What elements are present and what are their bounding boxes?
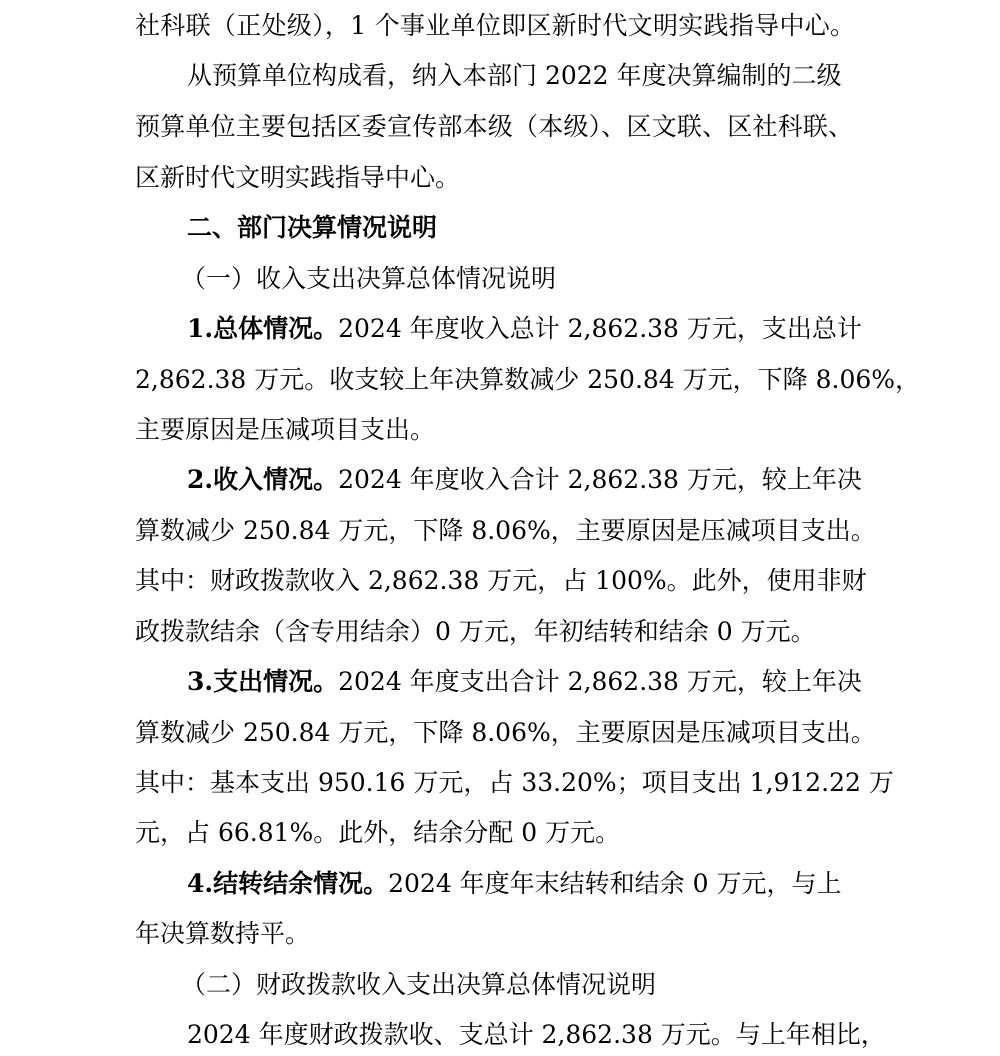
paragraph-line: 2024 年度财政拨款收、支总计 2,862.38 万元。与上年相比， [187,1020,886,1049]
bold-lead: 2.收入情况。 [187,465,339,494]
paragraph-line: 从预算单位构成看，纳入本部门 2022 年度决算编制的二级 [187,61,842,90]
paragraph-line: 元，占 66.81%。此外，结余分配 0 万元。 [135,818,621,847]
paragraph-line: 算数减少 250.84 万元，下降 8.06%，主要原因是压减项目支出。 [135,718,876,747]
paragraph-line: 社科联（正处级），1 个事业单位即区新时代文明实践指导中心。 [135,11,856,40]
bold-lead: 4.结转结余情况。 [187,869,389,898]
paragraph-line: 年决算数持平。 [135,919,311,948]
paragraph-line: 主要原因是压减项目支出。 [135,415,436,444]
paragraph-line: 预算单位主要包括区委宣传部本级（本级）、区文联、区社科联、 [135,112,854,141]
paragraph-line: 算数减少 250.84 万元，下降 8.06%，主要原因是压减项目支出。 [135,516,876,545]
bold-lead: 3.支出情况。 [187,667,339,696]
subsection-heading: （一）收入支出决算总体情况说明 [181,264,557,293]
paragraph-line: 区新时代文明实践指导中心。 [135,163,461,192]
paragraph-line: 其中：基本支出 950.16 万元，占 33.20%；项目支出 1,912.22 万 [135,768,894,797]
paragraph-line [187,867,841,901]
line-text: 2024 年度支出合计 2,862.38 万元，较上年决 [338,667,862,696]
paragraph-line: 政拨款结余（含专用结余）0 万元，年初结转和结余 0 万元。 [135,617,816,646]
line-text: 2024 年度收入总计 2,862.38 万元，支出总计 [338,314,862,343]
section-heading: 二、部门决算情况说明 [187,213,438,242]
paragraph-line: 2,862.38 万元。收支较上年决算数减少 250.84 万元，下降 8.06%， [135,365,921,394]
bold-lead: 1.总体情况。 [187,314,339,343]
line-text: 2024 年度收入合计 2,862.38 万元，较上年决 [338,465,862,494]
paragraph-line [187,312,862,346]
line-text: 2024 年度年末结转和结余 0 万元，与上 [388,869,842,898]
paragraph-line: 其中：财政拨款收入 2,862.38 万元，占 100%。此外，使用非财 [135,566,867,595]
subsection-heading: （二）财政拨款收入支出决算总体情况说明 [181,970,657,999]
paragraph-line [187,665,862,699]
paragraph-line [187,463,862,497]
